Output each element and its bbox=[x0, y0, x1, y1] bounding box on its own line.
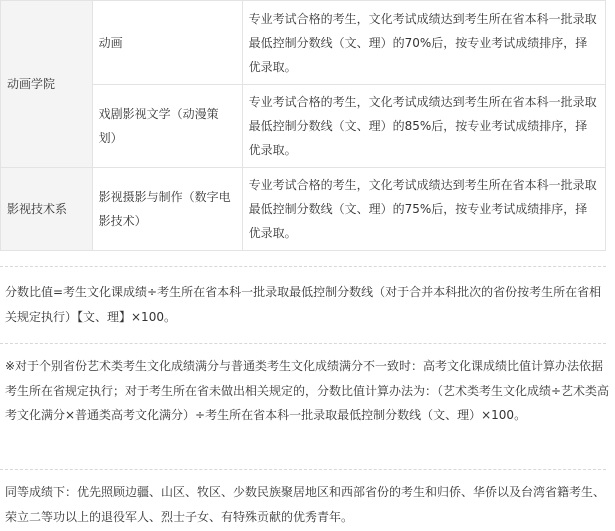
special-case-note: ※对于个别省份艺术类考生文化成绩满分与普通类考生文化成绩满分不一致时：高考文化课成绩比值计算办法依据考生所在省规定执行；对于考生所在省未做出相关规定的，分数比值计算办法为：（艺术类考生文化成绩÷艺术类高考文化满分×普通类高考文化满分）÷考生所在省本科一批录取最低控制分数线（文、理）×100。 bbox=[5, 359, 610, 422]
admission-table bbox=[0, 0, 606, 251]
divider bbox=[0, 469, 606, 470]
table-row bbox=[1, 1, 606, 85]
major-cell: 动画 bbox=[92, 1, 242, 85]
divider bbox=[0, 343, 606, 344]
tie-break-note: 同等成绩下：优先照顾边疆、山区、牧区、少数民族聚居地区和西部省份的考生和归侨、华侨以及台湾省籍考生、荣立二等功以上的退役军人、烈士子女、有特殊贡献的优秀青年。 bbox=[5, 485, 606, 524]
table-row bbox=[1, 168, 606, 251]
requirement-cell: 专业考试合格的考生，文化考试成绩达到考生所在省本科一批录取最低控制分数线（文、理）的75%后，按专业考试成绩排序，择优录取。 bbox=[242, 168, 605, 251]
major-cell: 影视摄影与制作（数字电影技术） bbox=[92, 168, 242, 251]
major-cell: 戏剧影视文学（动漫策划） bbox=[92, 85, 242, 168]
college-cell: 动画学院 bbox=[1, 1, 93, 168]
table-row bbox=[1, 85, 606, 168]
requirement-cell: 专业考试合格的考生，文化考试成绩达到考生所在省本科一批录取最低控制分数线（文、理）的85%后，按专业考试成绩排序，择优录取。 bbox=[242, 85, 605, 168]
divider bbox=[0, 266, 606, 267]
score-ratio-note: 分数比值=考生文化课成绩÷考生所在省本科一批录取最低控制分数线（对于合并本科批次的省份按考生所在省相关规定执行）【文、理】×100。 bbox=[5, 285, 602, 324]
requirement-cell: 专业考试合格的考生，文化考试成绩达到考生所在省本科一批录取最低控制分数线（文、理）的70%后，按专业考试成绩排序，择优录取。 bbox=[242, 1, 605, 85]
college-cell: 影视技术系 bbox=[1, 168, 93, 251]
